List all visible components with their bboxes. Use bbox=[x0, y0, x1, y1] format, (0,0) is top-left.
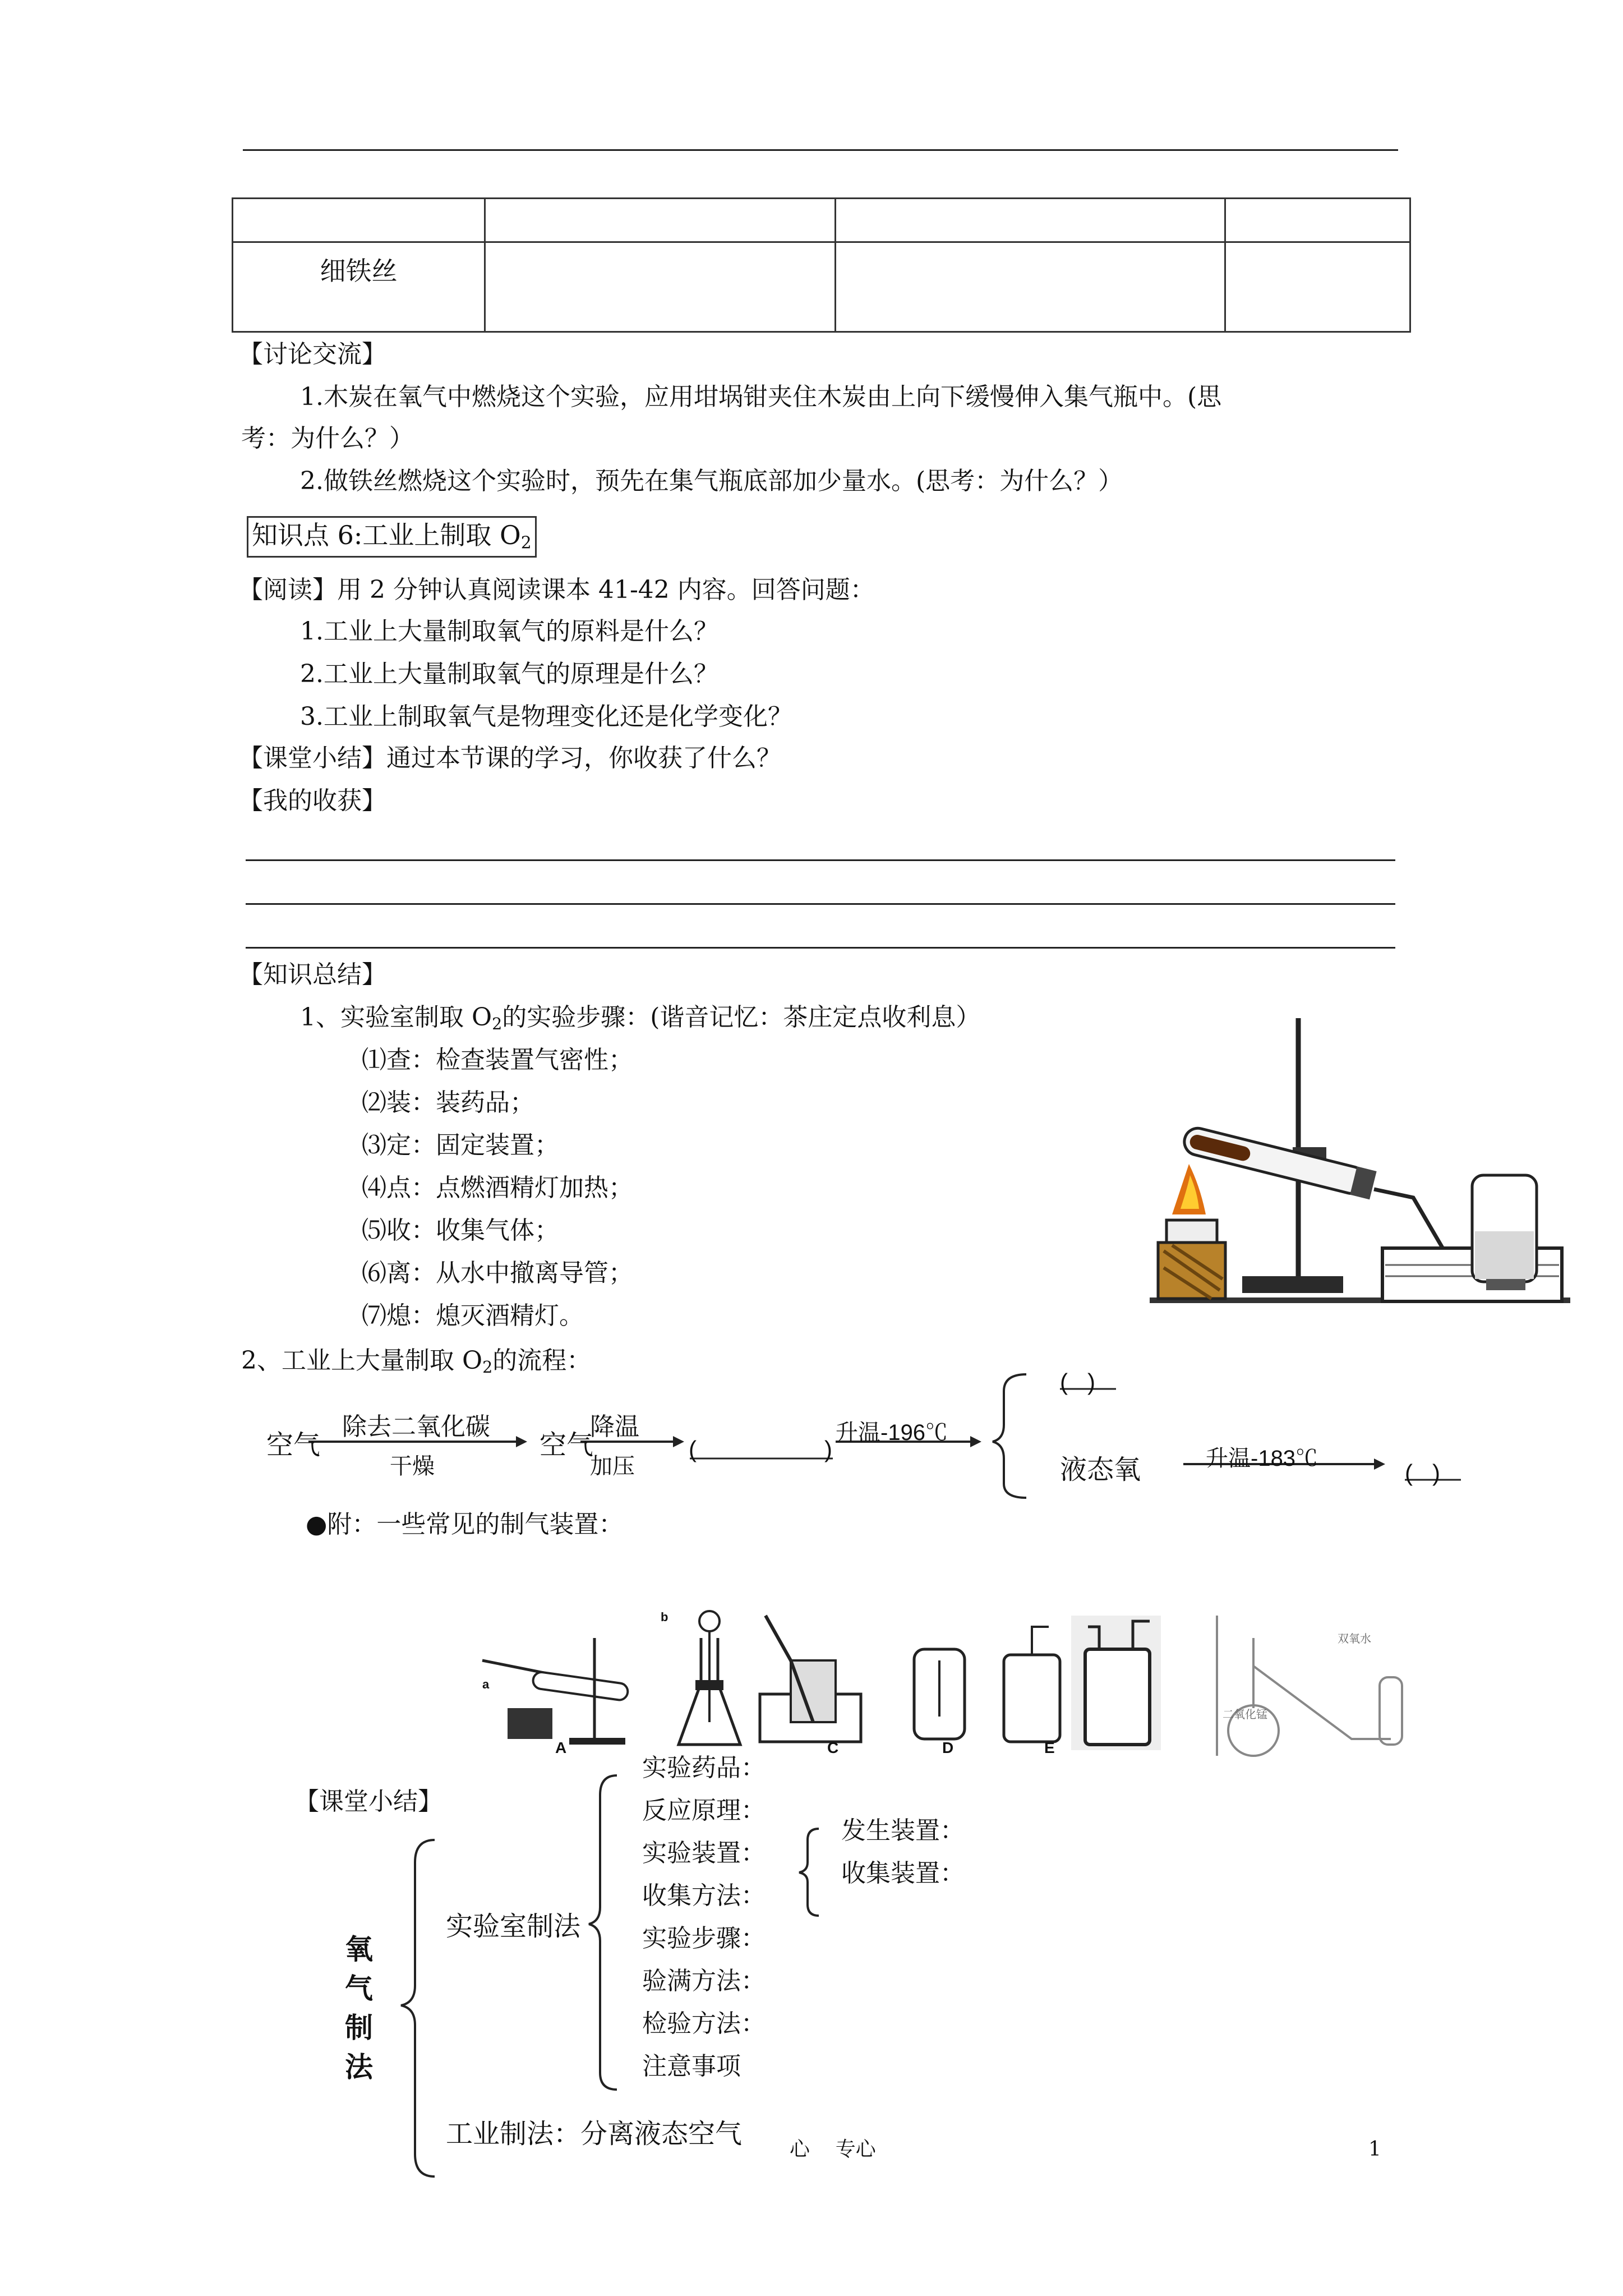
lab-item-full-check: 验满方法： bbox=[642, 1967, 766, 1995]
apparatus-label-a: a bbox=[482, 1677, 490, 1691]
flow-liquid-oxygen: 液态氧 bbox=[1060, 1454, 1141, 1485]
discussion-item-1-cont: 考：为什么？） bbox=[241, 424, 414, 453]
flow-heat-183: 升温-183℃ bbox=[1206, 1446, 1318, 1471]
device-collection: 收集装置： bbox=[841, 1859, 965, 1888]
apparatus-label-A: A bbox=[555, 1739, 567, 1756]
apparatus-label-mno2: 二氧化锰 bbox=[1223, 1709, 1267, 1721]
step-7: ⑺熄：熄灭酒精灯。 bbox=[362, 1301, 584, 1330]
lab-item-apparatus: 实验装置： bbox=[642, 1839, 766, 1867]
apparatus-e-bottle bbox=[1004, 1627, 1060, 1742]
apparatus-g-peroxide bbox=[1217, 1616, 1402, 1756]
flow-heat-196: 升温-196℃ bbox=[836, 1420, 948, 1445]
apparatus-c-trough bbox=[760, 1616, 861, 1742]
table-cell bbox=[836, 242, 1225, 332]
flow-top-blank: ( ) bbox=[1060, 1369, 1095, 1395]
table-cell bbox=[836, 199, 1225, 242]
answer-line bbox=[246, 859, 1395, 861]
reading-question-1: 1.工业上大量制取氧气的原料是什么？ bbox=[300, 617, 718, 646]
lab-item-collection: 收集方法： bbox=[642, 1881, 766, 1910]
experiment-table bbox=[232, 197, 1411, 333]
lab-item-steps: 实验步骤： bbox=[642, 1924, 766, 1953]
apparatus-d-bottle bbox=[914, 1649, 965, 1739]
lab-item-test: 检验方法： bbox=[642, 2009, 766, 2038]
flow-blank-left: ( bbox=[689, 1436, 697, 1462]
table-cell-iron-wire: 细铁丝 bbox=[233, 242, 485, 332]
knowledge-point-6: 知识点 6:工业上制取 $O_2$ bbox=[247, 516, 537, 558]
apparatus-label-peroxide: 双氧水 bbox=[1338, 1633, 1371, 1645]
apparatus-b-flask-funnel bbox=[679, 1611, 740, 1745]
footer-center: 心 专心 bbox=[790, 2138, 876, 2161]
discussion-heading: 【讨论交流】 bbox=[238, 340, 386, 369]
step-4: ⑷点：点燃酒精灯加热； bbox=[362, 1174, 633, 1202]
knowledge-summary-point-2: 2、工业上大量制取 $O_2$的流程： bbox=[241, 1346, 592, 1377]
class-summary-line: 【课堂小结】通过本节课的学习，你收获了什么？ bbox=[238, 744, 781, 772]
knowledge-summary-heading: 【知识总结】 bbox=[238, 960, 386, 989]
device-generation: 发生装置： bbox=[841, 1816, 965, 1845]
reading-intro: 【阅读】用 2 分钟认真阅读课本 41-42 内容。回答问题： bbox=[238, 576, 875, 604]
table-cell bbox=[1225, 199, 1410, 242]
table-cell bbox=[485, 242, 836, 332]
apparatus-label-D: D bbox=[942, 1739, 954, 1756]
lab-method-label: 实验室制法 bbox=[446, 1911, 581, 1942]
flow-dry: 干燥 bbox=[390, 1453, 435, 1479]
apparatus-label-b: b bbox=[661, 1610, 668, 1624]
table-cell bbox=[1225, 242, 1410, 332]
apparatus-a-heating bbox=[482, 1638, 629, 1745]
step-5: ⑸收：收集气体； bbox=[362, 1216, 559, 1245]
apparatus-label-C: C bbox=[827, 1739, 839, 1756]
step-2: ⑵装：装药品； bbox=[362, 1088, 534, 1117]
gas-apparatus-strip bbox=[477, 1604, 1475, 1761]
apparatus-label-E: E bbox=[1044, 1739, 1055, 1756]
table-row bbox=[233, 242, 1410, 332]
oxygen-preparation-title: 氧 气 制 法 bbox=[345, 1932, 373, 2083]
knowledge-summary-point-1: 1、实验室制取 $O_2$的实验步骤：(谐音记忆：茶庄定点收利息） bbox=[300, 1003, 981, 1034]
apparatus-f-wash-bottle bbox=[1071, 1616, 1161, 1750]
flow-air-1: 空气 bbox=[266, 1429, 321, 1461]
appendix-line: ●附：一些常见的制气装置： bbox=[306, 1510, 624, 1539]
flow-end-blank: ( ) bbox=[1405, 1460, 1440, 1486]
flow-pressurize: 加压 bbox=[590, 1453, 635, 1479]
class-summary-heading: 【课堂小结】 bbox=[294, 1787, 442, 1816]
reading-question-3: 3.工业上制取氧气是物理变化还是化学变化？ bbox=[300, 702, 792, 731]
discussion-item-1: 1.木炭在氧气中燃烧这个实验，应用坩埚钳夹住木炭由上向下缓慢伸入集气瓶中。(思 bbox=[300, 383, 1222, 411]
step-6: ⑹离：从水中撤离导管； bbox=[362, 1259, 633, 1287]
industrial-method: 工业制法：分离液态空气 bbox=[446, 2118, 743, 2150]
flow-blank-right: ) bbox=[824, 1436, 832, 1462]
step-3: ⑶定：固定装置； bbox=[362, 1131, 559, 1159]
header-rule bbox=[243, 149, 1398, 151]
oxygen-lab-apparatus-illustration bbox=[1150, 996, 1570, 1310]
reading-question-2: 2.工业上大量制取氧气的原理是什么？ bbox=[300, 660, 718, 688]
discussion-item-2: 2.做铁丝燃烧这个实验时，预先在集气瓶底部加少量水。(思考：为什么？） bbox=[300, 467, 1123, 495]
answer-line bbox=[246, 947, 1395, 949]
step-1: ⑴查：检查装置气密性； bbox=[362, 1046, 633, 1074]
table-row bbox=[233, 199, 1410, 242]
flow-air-2: 空气 bbox=[540, 1429, 594, 1461]
flow-cool: 降温 bbox=[590, 1412, 639, 1441]
answer-line bbox=[246, 903, 1395, 905]
harvest-heading: 【我的收获】 bbox=[238, 786, 386, 815]
lab-item-reagents: 实验药品： bbox=[642, 1754, 766, 1782]
lab-item-principle: 反应原理： bbox=[642, 1796, 766, 1825]
lab-item-notes: 注意事项 bbox=[642, 2052, 741, 2081]
table-cell bbox=[485, 199, 836, 242]
flow-remove-co2: 除去二氧化碳 bbox=[342, 1412, 490, 1441]
table-cell bbox=[233, 199, 485, 242]
page-number: 1 bbox=[1368, 2138, 1381, 2161]
